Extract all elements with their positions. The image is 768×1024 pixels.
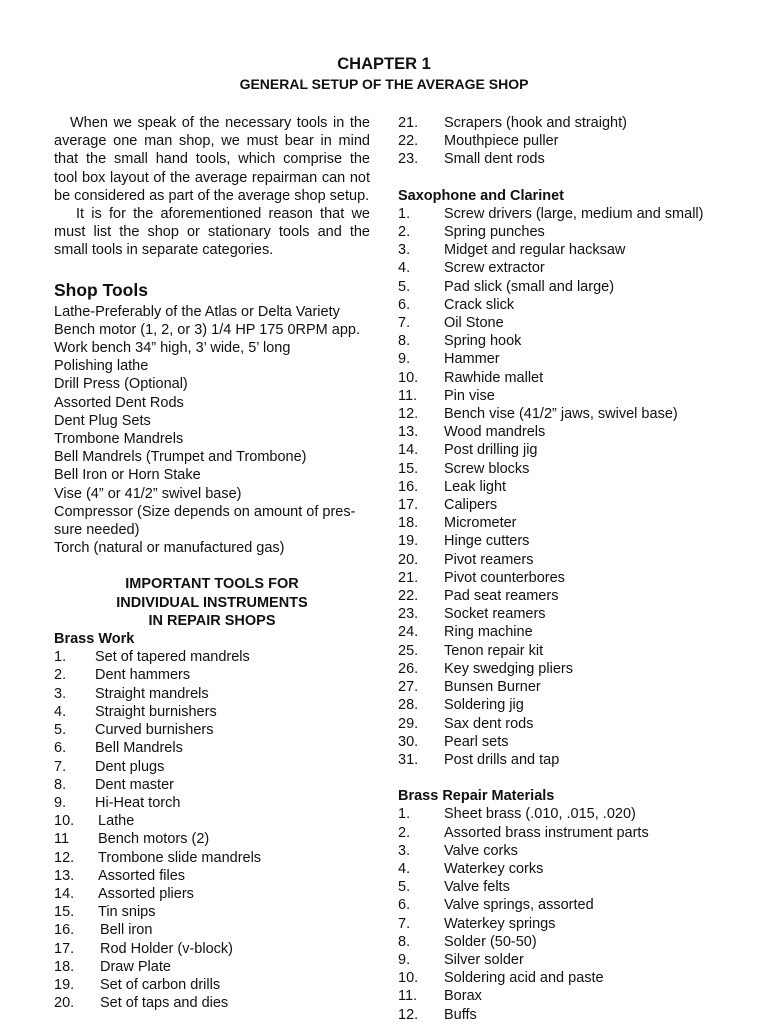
- item-number: 27.: [398, 679, 419, 696]
- list-item: Torch (natural or manufactured gas): [54, 540, 285, 557]
- intro-paragraph-2: It is for the aforementioned reason that we must list the shop or stationary tools and the small tools in separate categories.: [54, 206, 370, 259]
- left-column: [54, 114, 370, 1012]
- item-text: Assorted files: [98, 867, 186, 884]
- list-item: [54, 776, 370, 794]
- list-item: [398, 387, 738, 405]
- item-number: 10.: [398, 369, 419, 386]
- item-number: 21.: [398, 115, 419, 131]
- list-item: [54, 721, 370, 739]
- item-text: Waterkey springs: [444, 915, 556, 932]
- item-text: Sax dent rods: [444, 715, 534, 732]
- item-number: 5.: [54, 722, 67, 739]
- item-text: Sheet brass (.010, .015, .020): [444, 806, 636, 823]
- list-item: [54, 885, 370, 903]
- list-item: [54, 703, 370, 721]
- item-number: 11.: [398, 387, 418, 404]
- list-item: [398, 642, 738, 660]
- list-item: [54, 976, 370, 994]
- list-item: [54, 940, 370, 958]
- list-item: Bench motor (1, 2, or 3) 1/4 HP 175 0RPM app.: [54, 321, 361, 338]
- item-text: Solder (50-50): [444, 933, 537, 950]
- list-item: [54, 739, 370, 757]
- item-number: 1.: [54, 649, 67, 666]
- list-item: Work bench 34” high, 3’ wide, 5’ long: [54, 340, 291, 357]
- item-text: Mouthpiece puller: [444, 133, 559, 150]
- item-text: Screw drivers (large, medium and small): [444, 205, 704, 222]
- brass-work-heading: Brass Work: [54, 631, 135, 648]
- item-number: 26.: [398, 660, 419, 677]
- list-item: Polishing lathe: [54, 358, 149, 375]
- item-text: Dent master: [95, 776, 174, 793]
- list-item: [398, 205, 738, 223]
- item-number: 13.: [398, 424, 419, 441]
- item-number: 20.: [54, 995, 75, 1012]
- item-number: 1.: [398, 806, 411, 823]
- item-text: Key swedging pliers: [444, 660, 573, 677]
- list-item: [398, 514, 738, 532]
- item-text: Rawhide mallet: [444, 369, 544, 386]
- list-item: [54, 921, 370, 939]
- item-text: Pivot counterbores: [444, 569, 565, 586]
- item-number: 23.: [398, 606, 419, 623]
- item-text: Tin snips: [98, 904, 156, 921]
- list-item: [398, 587, 738, 605]
- item-number: 19.: [54, 976, 75, 993]
- item-text: Assorted pliers: [98, 885, 194, 902]
- intro-paragraph-1: When we speak of the necessary tools in the average one man shop, we must bear in mind that the small hand tools, which comprise the tool box layout of the average repairman can not be considered as part of the average shop setup.: [54, 115, 370, 204]
- item-text: Post drilling jig: [444, 442, 538, 459]
- list-item: [398, 423, 738, 441]
- item-text: Soldering acid and paste: [444, 970, 604, 987]
- item-text: Straight mandrels: [95, 685, 209, 702]
- item-text: Spring hook: [444, 333, 522, 350]
- item-text: Pad seat reamers: [444, 588, 559, 605]
- list-item: [54, 794, 370, 812]
- item-number: 2.: [398, 224, 411, 241]
- item-text: Pearl sets: [444, 733, 509, 750]
- list-item: [398, 460, 738, 478]
- brass-work-list: [54, 648, 370, 1012]
- item-text: Set of tapered mandrels: [95, 649, 250, 666]
- right-column: [398, 114, 738, 1024]
- list-item: [54, 958, 370, 976]
- list-item: [398, 696, 738, 714]
- list-item: [398, 278, 738, 296]
- item-text: Silver solder: [444, 951, 524, 968]
- item-text: Dent plugs: [95, 758, 165, 775]
- item-text: Ring machine: [444, 624, 533, 641]
- list-item: Assorted Dent Rods: [54, 394, 184, 411]
- list-item: [398, 805, 738, 823]
- list-item: [398, 987, 738, 1005]
- item-number: 11.: [398, 988, 418, 1005]
- item-number: 1.: [398, 205, 411, 222]
- list-item: [398, 350, 738, 368]
- item-text: Crack slick: [444, 296, 515, 313]
- item-text: Draw Plate: [100, 958, 171, 975]
- important-heading-line: IN REPAIR SHOPS: [148, 612, 276, 629]
- item-number: 20.: [398, 551, 419, 568]
- shop-tools-heading: Shop Tools: [54, 279, 148, 300]
- chapter-subtitle: GENERAL SETUP OF THE AVERAGE SHOP: [239, 76, 529, 92]
- list-item: [398, 496, 738, 514]
- item-text: Screw blocks: [444, 460, 530, 477]
- item-number: 16.: [54, 922, 75, 939]
- item-text: Hi-Heat torch: [95, 794, 181, 811]
- item-number: 7.: [398, 315, 411, 332]
- list-item: [398, 259, 738, 277]
- item-text: Valve felts: [444, 879, 510, 896]
- list-item: [398, 223, 738, 241]
- list-item: [398, 605, 738, 623]
- item-text: Hammer: [444, 351, 500, 368]
- item-text: Small dent rods: [444, 151, 545, 168]
- list-item: Compressor (Size depends on amount of pres-: [54, 503, 356, 520]
- list-item: [398, 751, 738, 769]
- item-number: 24.: [398, 624, 419, 641]
- item-number: 7.: [54, 758, 67, 775]
- list-item: [54, 685, 370, 703]
- item-number: 30.: [398, 733, 419, 750]
- item-text: Bell iron: [100, 922, 153, 939]
- item-text: Calipers: [444, 497, 498, 514]
- list-item: [54, 867, 370, 885]
- list-item: [398, 860, 738, 878]
- item-text: Micrometer: [444, 515, 517, 532]
- list-item: [398, 660, 738, 678]
- item-number: 16.: [398, 478, 419, 495]
- item-number: 28.: [398, 697, 419, 714]
- item-number: 12.: [398, 406, 419, 423]
- item-number: 10.: [398, 970, 419, 987]
- item-text: Bench vise (41/2” jaws, swivel base): [444, 406, 678, 423]
- item-number: 15.: [398, 460, 419, 477]
- list-item: [398, 933, 738, 951]
- item-number: 18.: [54, 958, 75, 975]
- item-text: Assorted brass instrument parts: [444, 824, 649, 841]
- list-item: [398, 314, 738, 332]
- item-text: Trombone slide mandrels: [98, 849, 262, 866]
- item-number: 19.: [398, 533, 419, 550]
- list-item: [398, 441, 738, 459]
- item-text: Lathe: [98, 813, 135, 830]
- item-number: 22.: [398, 588, 419, 605]
- list-item: [54, 648, 370, 666]
- item-number: 8.: [398, 933, 411, 950]
- item-text: Buffs: [444, 1006, 477, 1023]
- item-number: 9.: [398, 951, 411, 968]
- item-text: Bench motors (2): [98, 831, 210, 848]
- list-item: [398, 332, 738, 350]
- item-number: 3.: [54, 685, 67, 702]
- item-text: Pin vise: [444, 387, 495, 404]
- list-item: [398, 551, 738, 569]
- item-text: Screw extractor: [444, 260, 545, 277]
- item-number: 23.: [398, 151, 419, 168]
- item-number: 6.: [398, 296, 411, 313]
- item-number: 9.: [398, 351, 411, 368]
- item-text: Leak light: [444, 478, 507, 495]
- item-text: Dent hammers: [95, 667, 191, 684]
- item-number: 8.: [54, 776, 67, 793]
- important-tools-heading: [54, 575, 370, 630]
- item-text: Bell Mandrels: [95, 740, 183, 757]
- list-item: [398, 733, 738, 751]
- list-item: [54, 903, 370, 921]
- list-item: [54, 830, 370, 848]
- item-text: Straight burnishers: [95, 703, 217, 720]
- list-item: [398, 569, 738, 587]
- list-item: [398, 478, 738, 496]
- list-item: Dent Plug Sets: [54, 412, 151, 429]
- item-number: 5.: [398, 879, 411, 896]
- list-item: [54, 812, 370, 830]
- list-item: Bell Mandrels (Trumpet and Trombone): [54, 449, 307, 466]
- item-number: 31.: [398, 751, 419, 768]
- important-heading-line: INDIVIDUAL INSTRUMENTS: [116, 594, 308, 611]
- item-number: 14.: [54, 885, 75, 902]
- item-number: 4.: [398, 260, 411, 277]
- list-item: [398, 878, 738, 896]
- item-number: 15.: [54, 904, 75, 921]
- item-text: Waterkey corks: [444, 860, 544, 877]
- item-text: Scrapers (hook and straight): [444, 115, 627, 131]
- list-item: [398, 1006, 738, 1024]
- list-item: [398, 842, 738, 860]
- item-text: Hinge cutters: [444, 533, 530, 550]
- item-number: 7.: [398, 915, 411, 932]
- list-item: [398, 678, 738, 696]
- item-number: 3.: [398, 242, 411, 259]
- item-text: Socket reamers: [444, 606, 546, 623]
- brass-work-continued-list: [398, 114, 738, 169]
- item-text: Midget and regular hacksaw: [444, 242, 626, 259]
- important-heading-line: IMPORTANT TOOLS FOR: [125, 576, 299, 593]
- list-item: [398, 132, 738, 150]
- list-item: Trombone Mandrels: [54, 431, 184, 448]
- item-number: 2.: [54, 667, 67, 684]
- list-item: [398, 969, 738, 987]
- shop-tools-list: [54, 303, 370, 558]
- item-text: Rod Holder (v-block): [100, 940, 233, 957]
- item-text: Oil Stone: [444, 315, 504, 332]
- list-item: [398, 623, 738, 641]
- list-item: [54, 758, 370, 776]
- list-item: sure needed): [54, 522, 140, 539]
- item-number: 22.: [398, 133, 419, 150]
- item-number: 13.: [54, 867, 75, 884]
- item-text: Set of taps and dies: [100, 995, 229, 1012]
- item-number: 8.: [398, 333, 411, 350]
- item-number: 5.: [398, 278, 411, 295]
- item-number: 9.: [54, 794, 67, 811]
- list-item: [54, 994, 370, 1012]
- item-number: 12.: [54, 849, 75, 866]
- item-number: 25.: [398, 642, 419, 659]
- item-number: 4.: [54, 703, 67, 720]
- item-text: Set of carbon drills: [100, 976, 221, 993]
- item-text: Pad slick (small and large): [444, 278, 615, 295]
- brass-materials-list: [398, 805, 738, 1023]
- list-item: [398, 296, 738, 314]
- list-item: [398, 532, 738, 550]
- sax-clarinet-heading: Saxophone and Clarinet: [398, 187, 564, 204]
- list-item: [398, 150, 738, 168]
- list-item: [398, 241, 738, 259]
- list-item: Bell Iron or Horn Stake: [54, 467, 201, 484]
- brass-materials-heading: Brass Repair Materials: [398, 788, 555, 805]
- chapter-title: CHAPTER 1: [337, 55, 431, 73]
- item-number: 6.: [54, 740, 67, 757]
- item-number: 29.: [398, 715, 419, 732]
- item-text: Soldering jig: [444, 697, 524, 714]
- list-item: [54, 666, 370, 684]
- list-item: [398, 715, 738, 733]
- item-number: 18.: [398, 515, 419, 532]
- list-item: [398, 951, 738, 969]
- list-item: [398, 369, 738, 387]
- item-text: Pivot reamers: [444, 551, 534, 568]
- item-text: Spring punches: [444, 224, 545, 241]
- item-text: Valve springs, assorted: [444, 897, 594, 914]
- item-number: 6.: [398, 897, 411, 914]
- item-text: Tenon repair kit: [444, 642, 544, 659]
- list-item: [398, 896, 738, 914]
- list-item: [398, 405, 738, 423]
- item-number: 3.: [398, 842, 411, 859]
- list-item: Drill Press (Optional): [54, 376, 188, 393]
- list-item: Lathe-Preferably of the Atlas or Delta Variety: [54, 303, 340, 320]
- list-item: [398, 114, 738, 132]
- item-text: Wood mandrels: [444, 424, 546, 441]
- item-number: 21.: [398, 569, 419, 586]
- item-text: Valve corks: [444, 842, 518, 859]
- sax-clarinet-list: [398, 205, 738, 769]
- list-item: [398, 824, 738, 842]
- item-text: Post drills and tap: [444, 751, 560, 768]
- item-number: 17.: [398, 497, 419, 514]
- list-item: [398, 915, 738, 933]
- list-item: [54, 849, 370, 867]
- item-number: 4.: [398, 860, 411, 877]
- item-text: Borax: [444, 988, 482, 1005]
- item-number: 17.: [54, 940, 75, 957]
- list-item: Vise (4” or 41/2” swivel base): [54, 485, 242, 502]
- item-number: 10.: [54, 813, 75, 830]
- item-number: 14.: [398, 442, 419, 459]
- item-number: 11: [54, 831, 70, 848]
- item-text: Curved burnishers: [95, 722, 214, 739]
- item-text: Bunsen Burner: [444, 679, 541, 696]
- item-number: 12.: [398, 1006, 419, 1023]
- item-number: 2.: [398, 824, 411, 841]
